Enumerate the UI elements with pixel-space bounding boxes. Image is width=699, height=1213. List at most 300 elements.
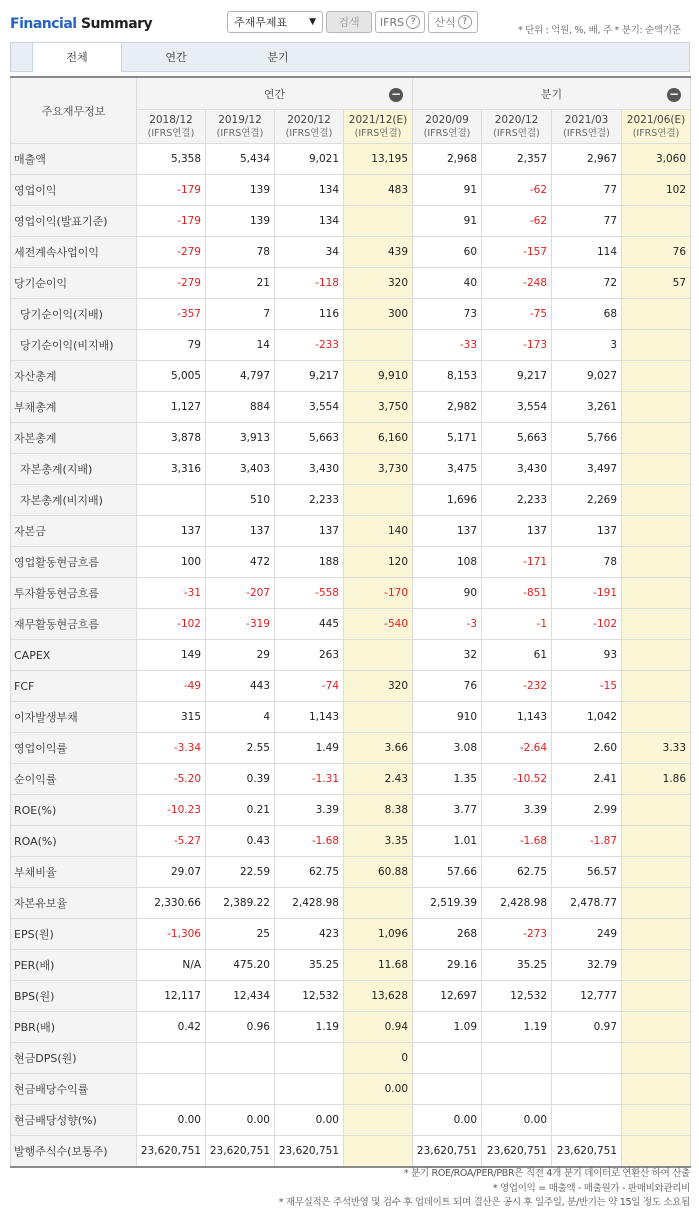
- table-cell: -558: [275, 578, 344, 609]
- table-cell: 108: [413, 547, 482, 578]
- row-label: 영업이익(발표기준): [11, 206, 137, 237]
- table-cell: 73: [413, 299, 482, 330]
- table-cell: 0.00: [413, 1105, 482, 1136]
- collapse-quarter-icon[interactable]: −: [669, 87, 680, 101]
- table-row: [11, 361, 691, 392]
- table-cell: 137: [482, 516, 552, 547]
- table-cell: 90: [413, 578, 482, 609]
- tab-quarterly[interactable]: 분기: [267, 51, 289, 64]
- table-cell: -273: [482, 919, 552, 950]
- table-cell: -540: [344, 609, 413, 640]
- column-period: 2020/09: [425, 113, 469, 126]
- column-basis: (IFRS연결): [563, 127, 610, 139]
- table-cell: 116: [275, 299, 344, 330]
- table-cell: -10.23: [137, 795, 206, 826]
- table-cell: [413, 1074, 482, 1105]
- table-cell: [137, 485, 206, 516]
- search-button[interactable]: 검색: [326, 11, 372, 33]
- row-label: 현금배당성향(%): [11, 1105, 137, 1136]
- column-header: [482, 110, 552, 144]
- table-cell: 149: [137, 640, 206, 671]
- column-header: [275, 110, 344, 144]
- tab-all[interactable]: 전체: [32, 42, 122, 72]
- table-cell: 3,060: [622, 144, 691, 175]
- table-cell: 445: [275, 609, 344, 640]
- quarter-group-label: 분기: [540, 87, 563, 101]
- table-cell: -10.52: [482, 764, 552, 795]
- column-basis: (IFRS연결): [147, 127, 195, 139]
- table-cell: 3.39: [275, 795, 344, 826]
- table-cell: [622, 1136, 691, 1168]
- footnotes: [10, 1167, 690, 1211]
- row-label: BPS(원): [11, 981, 137, 1012]
- table-cell: 120: [344, 547, 413, 578]
- table-row: [11, 609, 691, 640]
- table-cell: 8,153: [413, 361, 482, 392]
- table-cell: -233: [275, 330, 344, 361]
- table-cell: 13,628: [344, 981, 413, 1012]
- table-cell: 29.07: [137, 857, 206, 888]
- table-cell: 34: [275, 237, 344, 268]
- table-cell: 56.57: [552, 857, 622, 888]
- column-basis: (IFRS연결): [216, 127, 264, 139]
- table-cell: [622, 950, 691, 981]
- table-cell: -191: [552, 578, 622, 609]
- table-cell: 21: [206, 268, 275, 299]
- table-row: [11, 392, 691, 423]
- table-row: [11, 454, 691, 485]
- table-cell: [622, 361, 691, 392]
- page-title: [10, 16, 152, 32]
- table-cell: 2,519.39: [413, 888, 482, 919]
- table-row: [11, 857, 691, 888]
- table-cell: 78: [552, 547, 622, 578]
- table-cell: 57.66: [413, 857, 482, 888]
- table-cell: 0.00: [137, 1105, 206, 1136]
- table-cell: [344, 485, 413, 516]
- table-cell: 2,478.77: [552, 888, 622, 919]
- table-cell: -179: [137, 206, 206, 237]
- column-period: 2020/12: [494, 113, 539, 126]
- table-row: [11, 485, 691, 516]
- table-cell: -1.68: [482, 826, 552, 857]
- table-cell: 510: [206, 485, 275, 516]
- table-cell: 2,233: [275, 485, 344, 516]
- table-cell: -49: [137, 671, 206, 702]
- table-row: [11, 1074, 691, 1105]
- table-cell: -170: [344, 578, 413, 609]
- table-cell: [344, 702, 413, 733]
- table-cell: 77: [552, 175, 622, 206]
- table-cell: [552, 1074, 622, 1105]
- table-cell: [622, 547, 691, 578]
- table-cell: 0.00: [206, 1105, 275, 1136]
- row-label: ROA(%): [11, 826, 137, 857]
- table-cell: 12,532: [275, 981, 344, 1012]
- question-icon: ?: [406, 15, 420, 29]
- column-header: [137, 110, 206, 144]
- table-cell: [622, 857, 691, 888]
- table-row: [11, 981, 691, 1012]
- table-cell: [622, 981, 691, 1012]
- tab-annual[interactable]: 연간: [165, 51, 187, 64]
- table-cell: 263: [275, 640, 344, 671]
- row-label: PBR(배): [11, 1012, 137, 1043]
- formula-help-button[interactable]: [428, 11, 478, 33]
- table-cell: 23,620,751: [413, 1136, 482, 1168]
- row-label: ROE(%): [11, 795, 137, 826]
- table-cell: 77: [552, 206, 622, 237]
- table-cell: 3,554: [482, 392, 552, 423]
- table-cell: 4,797: [206, 361, 275, 392]
- column-period: 2021/03: [564, 113, 609, 126]
- title-summary: Summary: [76, 16, 153, 32]
- table-cell: 3,878: [137, 423, 206, 454]
- table-cell: 0.00: [482, 1105, 552, 1136]
- table-cell: 3: [552, 330, 622, 361]
- table-cell: 9,217: [275, 361, 344, 392]
- table-cell: 2,269: [552, 485, 622, 516]
- unit-note: * 단위 : 억원, %, 배, 주 * 분기: 순액기준: [518, 25, 681, 36]
- table-cell: 29: [206, 640, 275, 671]
- table-row: [11, 144, 691, 175]
- table-cell: 134: [275, 175, 344, 206]
- table-cell: [206, 1074, 275, 1105]
- table-cell: -157: [482, 237, 552, 268]
- table-cell: 23,620,751: [552, 1136, 622, 1168]
- table-cell: 1,096: [344, 919, 413, 950]
- row-label: 발행주식수(보통주): [11, 1136, 137, 1168]
- table-cell: 12,697: [413, 981, 482, 1012]
- table-cell: 5,358: [137, 144, 206, 175]
- table-cell: 268: [413, 919, 482, 950]
- table-cell: 79: [137, 330, 206, 361]
- table-cell: 32: [413, 640, 482, 671]
- table-cell: [622, 330, 691, 361]
- table-cell: [622, 640, 691, 671]
- table-row: [11, 764, 691, 795]
- row-label: 자본총계(비지배): [11, 485, 137, 516]
- table-cell: N/A: [137, 950, 206, 981]
- table-cell: -102: [137, 609, 206, 640]
- statement-type-value: 주재무제표: [234, 16, 288, 29]
- collapse-annual-icon[interactable]: −: [390, 87, 402, 101]
- table-cell: 23,620,751: [206, 1136, 275, 1168]
- question-icon: ?: [458, 15, 472, 29]
- column-period: 2019/12: [218, 113, 262, 126]
- table-cell: 9,217: [482, 361, 552, 392]
- table-cell: -357: [137, 299, 206, 330]
- table-cell: 9,910: [344, 361, 413, 392]
- row-label: 영업이익률: [11, 733, 137, 764]
- table-cell: 5,766: [552, 423, 622, 454]
- table-cell: 1,696: [413, 485, 482, 516]
- table-cell: 12,434: [206, 981, 275, 1012]
- row-label: EPS(원): [11, 919, 137, 950]
- table-cell: -851: [482, 578, 552, 609]
- table-cell: 137: [206, 516, 275, 547]
- table-cell: [206, 1043, 275, 1074]
- table-cell: -74: [275, 671, 344, 702]
- annual-group-header: [137, 77, 413, 110]
- table-cell: 23,620,751: [275, 1136, 344, 1168]
- table-row: [11, 268, 691, 299]
- table-cell: [622, 919, 691, 950]
- table-cell: 188: [275, 547, 344, 578]
- table-cell: 249: [552, 919, 622, 950]
- table-cell: 2,428.98: [482, 888, 552, 919]
- column-header: [622, 110, 691, 144]
- column-period: 2020/12: [287, 113, 331, 126]
- column-basis: (IFRS연결): [493, 127, 540, 139]
- table-row: [11, 547, 691, 578]
- table-cell: [622, 423, 691, 454]
- table-cell: 0.42: [137, 1012, 206, 1043]
- table-cell: 2.43: [344, 764, 413, 795]
- table-cell: 139: [206, 206, 275, 237]
- table-row: [11, 578, 691, 609]
- row-label: 자본금: [11, 516, 137, 547]
- table-cell: [275, 1074, 344, 1105]
- table-cell: 76: [622, 237, 691, 268]
- table-row: [11, 423, 691, 454]
- table-cell: 3,261: [552, 392, 622, 423]
- table-row: [11, 1012, 691, 1043]
- table-row: [11, 1043, 691, 1074]
- table-row: [11, 888, 691, 919]
- table-cell: 1.19: [275, 1012, 344, 1043]
- row-label: 당기순이익(비지배): [11, 330, 137, 361]
- table-cell: -33: [413, 330, 482, 361]
- financial-summary-table: [10, 76, 691, 1168]
- table-cell: 62.75: [482, 857, 552, 888]
- table-cell: [622, 671, 691, 702]
- table-cell: [482, 1043, 552, 1074]
- table-cell: 3.66: [344, 733, 413, 764]
- table-cell: 114: [552, 237, 622, 268]
- table-cell: [137, 1074, 206, 1105]
- table-cell: 3,475: [413, 454, 482, 485]
- table-cell: [137, 1043, 206, 1074]
- table-row: [11, 516, 691, 547]
- column-basis: (IFRS연결): [354, 127, 402, 139]
- table-cell: 3,497: [552, 454, 622, 485]
- table-cell: -102: [552, 609, 622, 640]
- table-cell: 23,620,751: [482, 1136, 552, 1168]
- table-cell: 884: [206, 392, 275, 423]
- table-cell: 1,042: [552, 702, 622, 733]
- table-cell: 102: [622, 175, 691, 206]
- table-cell: -3.34: [137, 733, 206, 764]
- period-tabs: [10, 42, 690, 72]
- table-cell: -2.64: [482, 733, 552, 764]
- row-label: 재무활동현금흐름: [11, 609, 137, 640]
- table-cell: 315: [137, 702, 206, 733]
- table-cell: [622, 578, 691, 609]
- table-cell: 1.19: [482, 1012, 552, 1043]
- table-cell: -279: [137, 268, 206, 299]
- table-cell: -1.31: [275, 764, 344, 795]
- table-cell: -248: [482, 268, 552, 299]
- table-cell: 40: [413, 268, 482, 299]
- table-cell: 2,428.98: [275, 888, 344, 919]
- table-cell: 3,730: [344, 454, 413, 485]
- table-cell: 23,620,751: [137, 1136, 206, 1168]
- table-cell: [622, 888, 691, 919]
- table-cell: 91: [413, 175, 482, 206]
- table-cell: [622, 1043, 691, 1074]
- column-basis: (IFRS연결): [285, 127, 333, 139]
- table-cell: [622, 826, 691, 857]
- column-basis: (IFRS연결): [423, 127, 471, 139]
- table-cell: -15: [552, 671, 622, 702]
- row-label: 현금DPS(원): [11, 1043, 137, 1074]
- table-cell: -62: [482, 175, 552, 206]
- table-cell: 57: [622, 268, 691, 299]
- table-cell: 78: [206, 237, 275, 268]
- table-cell: -1,306: [137, 919, 206, 950]
- table-cell: 2,389.22: [206, 888, 275, 919]
- table-cell: 5,434: [206, 144, 275, 175]
- table-cell: 5,663: [482, 423, 552, 454]
- chevron-down-icon: ▼: [309, 17, 316, 27]
- table-cell: 2,982: [413, 392, 482, 423]
- table-cell: -207: [206, 578, 275, 609]
- row-label: 순이익률: [11, 764, 137, 795]
- table-cell: 60: [413, 237, 482, 268]
- table-cell: 910: [413, 702, 482, 733]
- table-cell: 12,117: [137, 981, 206, 1012]
- table-cell: 6,160: [344, 423, 413, 454]
- table-cell: 93: [552, 640, 622, 671]
- table-cell: [622, 1105, 691, 1136]
- annual-group-label: 연간: [263, 87, 286, 101]
- table-cell: -75: [482, 299, 552, 330]
- row-label: 당기순이익(지배): [11, 299, 137, 330]
- table-cell: -319: [206, 609, 275, 640]
- table-row: [11, 795, 691, 826]
- table-row: [11, 299, 691, 330]
- table-row: [11, 237, 691, 268]
- table-cell: 439: [344, 237, 413, 268]
- table-cell: [622, 485, 691, 516]
- table-cell: 3.35: [344, 826, 413, 857]
- table-cell: 483: [344, 175, 413, 206]
- table-cell: [622, 702, 691, 733]
- footnote-2: * 영업이익 = 매출액 - 매출원가 - 판매비와관리비: [492, 1182, 690, 1194]
- table-cell: [622, 516, 691, 547]
- table-cell: 5,171: [413, 423, 482, 454]
- table-cell: 139: [206, 175, 275, 206]
- table-cell: [552, 1105, 622, 1136]
- table-cell: 2,967: [552, 144, 622, 175]
- table-cell: 3.08: [413, 733, 482, 764]
- table-cell: 32.79: [552, 950, 622, 981]
- column-header: [206, 110, 275, 144]
- table-cell: 137: [137, 516, 206, 547]
- table-cell: -62: [482, 206, 552, 237]
- label-column-header: 주요재무정보: [11, 77, 137, 144]
- table-cell: 2.41: [552, 764, 622, 795]
- table-cell: 3.77: [413, 795, 482, 826]
- table-cell: 2,968: [413, 144, 482, 175]
- table-cell: -179: [137, 175, 206, 206]
- table-row: [11, 175, 691, 206]
- table-cell: 8.38: [344, 795, 413, 826]
- quarter-group-header: [413, 77, 691, 110]
- table-cell: -118: [275, 268, 344, 299]
- table-row: [11, 640, 691, 671]
- table-cell: 25: [206, 919, 275, 950]
- table-cell: 1.01: [413, 826, 482, 857]
- table-row: [11, 330, 691, 361]
- table-cell: 1,143: [275, 702, 344, 733]
- table-cell: 5,663: [275, 423, 344, 454]
- table-cell: [622, 609, 691, 640]
- table-cell: 76: [413, 671, 482, 702]
- table-cell: [622, 1074, 691, 1105]
- table-cell: 22.59: [206, 857, 275, 888]
- table-cell: 137: [552, 516, 622, 547]
- table-cell: 14: [206, 330, 275, 361]
- table-cell: 9,021: [275, 144, 344, 175]
- table-cell: [622, 206, 691, 237]
- column-period: 2021/12(E): [348, 113, 408, 126]
- table-cell: [344, 1105, 413, 1136]
- table-cell: 2.55: [206, 733, 275, 764]
- table-cell: [413, 1043, 482, 1074]
- table-cell: 3.39: [482, 795, 552, 826]
- table-cell: [344, 888, 413, 919]
- table-cell: 3,430: [482, 454, 552, 485]
- column-header: [552, 110, 622, 144]
- table-cell: 35.25: [275, 950, 344, 981]
- table-cell: 3,554: [275, 392, 344, 423]
- column-basis: (IFRS연결): [632, 127, 680, 139]
- column-header: [413, 110, 482, 144]
- table-cell: [344, 1136, 413, 1168]
- table-cell: 0.96: [206, 1012, 275, 1043]
- table-cell: [552, 1043, 622, 1074]
- row-label: 현금배당수익률: [11, 1074, 137, 1105]
- table-row: [11, 950, 691, 981]
- table-cell: 61: [482, 640, 552, 671]
- row-label: 투자활동현금흐름: [11, 578, 137, 609]
- table-cell: -1.87: [552, 826, 622, 857]
- table-cell: 91: [413, 206, 482, 237]
- table-cell: [275, 1043, 344, 1074]
- table-cell: 0.94: [344, 1012, 413, 1043]
- table-cell: 475.20: [206, 950, 275, 981]
- row-label: CAPEX: [11, 640, 137, 671]
- statement-type-select[interactable]: [227, 11, 323, 33]
- table-cell: [622, 1012, 691, 1043]
- table-row: [11, 1105, 691, 1136]
- table-cell: 35.25: [482, 950, 552, 981]
- row-label: 부채비율: [11, 857, 137, 888]
- table-cell: -171: [482, 547, 552, 578]
- ifrs-help-button[interactable]: [375, 11, 425, 33]
- row-label: FCF: [11, 671, 137, 702]
- table-cell: 1.49: [275, 733, 344, 764]
- table-cell: 62.75: [275, 857, 344, 888]
- title-financial: Financial: [10, 16, 77, 32]
- table-cell: -173: [482, 330, 552, 361]
- table-cell: -1: [482, 609, 552, 640]
- row-label: 자본총계(지배): [11, 454, 137, 485]
- table-cell: -1.68: [275, 826, 344, 857]
- table-cell: 3,316: [137, 454, 206, 485]
